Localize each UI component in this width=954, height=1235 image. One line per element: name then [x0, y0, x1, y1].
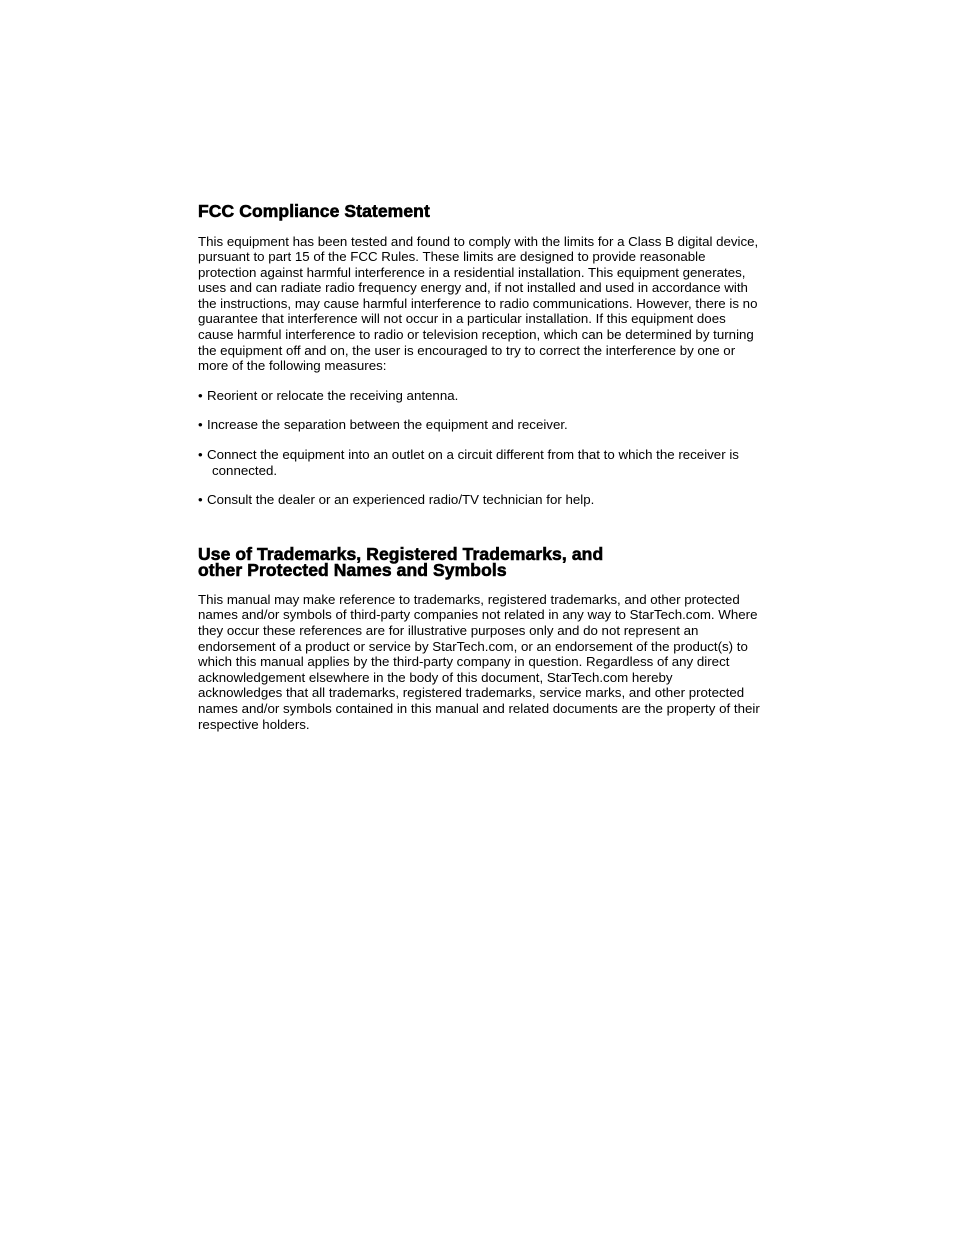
fcc-measures-list — [198, 388, 760, 508]
trademarks-heading-line-1: Use of Trademarks, Registered Trademarks, and — [198, 543, 604, 564]
bullet-icon: • — [198, 417, 203, 433]
trademarks-section — [198, 543, 760, 732]
trademarks-body-paragraph: This manual may make reference to trademarks, registered trademarks, and other protected names and/or symbols of third-party companies not related in any way to StarTech.com. Where they occur these references are for illustrative purposes only and do not represent an endorsement of a product or service by StarTech.com, or an endorsement of the product(s) to which this manual applies by the third-party company in question. Regardless of any direct acknowledgement elsewhere in the body of this document, StarTech.com hereby acknowledges that all trademarks, registered trademarks, service marks, and other protected names and/or symbols contained in this manual and related documents are the property of their respective holders. — [198, 591, 760, 732]
trademarks-heading-line-2: other Protected Names and Symbols — [198, 560, 507, 581]
list-item — [198, 492, 760, 508]
list-item — [198, 388, 760, 404]
bullet-text: Reorient or relocate the receiving antenna. — [207, 387, 459, 403]
bullet-text: Connect the equipment into an outlet on a circuit different from that to which the receiver is connected. — [207, 447, 739, 478]
bullet-icon: • — [198, 447, 203, 463]
bullet-icon: • — [198, 387, 203, 403]
trademarks-heading — [198, 543, 760, 581]
bullet-text: Increase the separation between the equipment and receiver. — [207, 417, 568, 433]
fcc-heading: FCC Compliance Statement — [198, 201, 430, 221]
fcc-section — [198, 203, 760, 508]
bullet-text: Consult the dealer or an experienced radio/TV technician for help. — [207, 492, 595, 508]
list-item — [198, 447, 760, 478]
list-item — [198, 417, 760, 433]
bullet-icon: • — [198, 492, 203, 508]
document-page — [198, 200, 760, 732]
fcc-body-paragraph: This equipment has been tested and found to comply with the limits for a Class B digital device, pursuant to part 15 of the FCC Rules. These limits are designed to provide reasonable protection against harmful interference in a residential installation. This equipment generates, uses and can radiate radio frequency energy and, if not installed and used in accordance with the instructions, may cause harmful interference to radio communications. However, there is no guarantee that interference will not occur in a particular installation. If this equipment does cause harmful interference to radio or television reception, which can be determined by turning the equipment off and on, the user is encouraged to try to correct the interference by one or more of the following measures: — [198, 233, 759, 374]
